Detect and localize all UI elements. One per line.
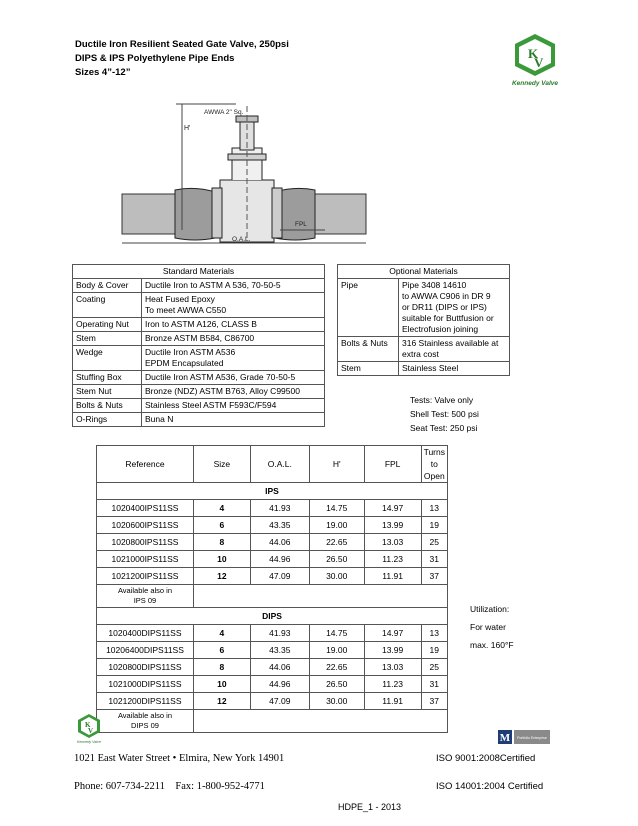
material-spec: Heat Fused Epoxy To meet AWWA C550 [142,293,325,318]
table-cell: 44.06 [250,534,309,551]
table-cell: 1021200DIPS11SS [97,693,194,710]
table-cell: 13.99 [364,642,421,659]
table-cell: 37 [421,693,447,710]
table-row [97,625,448,642]
drawing-label-fpl: FPL [295,221,307,228]
table-cell: 11.91 [364,693,421,710]
svg-text:Portfolio Enterprise: Portfolio Enterprise [517,736,547,740]
footer-address: 1021 East Water Street • Elmira, New York 14901 [74,753,285,764]
table-cell: 37 [421,568,447,585]
table-cell: 13.03 [364,534,421,551]
utilization-water: For water [470,622,506,632]
table-cell: 31 [421,551,447,568]
reference-table [96,445,448,733]
table-cell: 6 [193,517,250,534]
table-cell: 1020800DIPS11SS [97,659,194,676]
table-cell: 4 [193,625,250,642]
table-cell: 43.35 [250,517,309,534]
table-row [97,568,448,585]
material-part: Pipe [338,279,399,337]
table-cell: 25 [421,534,447,551]
table-row [97,517,448,534]
table-row [97,585,448,608]
dips-availability-note: Available also in DIPS 09 [97,710,194,733]
material-spec: 316 Stainless available at extra cost [399,337,510,362]
table-cell: 19 [421,517,447,534]
logo-letter-k: K [528,46,539,61]
material-part: Stuffing Box [73,371,142,385]
table-row [73,346,325,371]
table-row [97,551,448,568]
material-spec: Ductile Iron ASTM A536 EPDM Encapsulated [142,346,325,371]
material-part: Wedge [73,346,142,371]
material-part: Operating Nut [73,318,142,332]
section-dips: DIPS [97,608,448,625]
table-cell: 31 [421,676,447,693]
test-valve-only: Tests: Valve only [410,395,474,405]
footer-iso-9001: ISO 9001:2008Certified [436,753,536,764]
drawing-label-h: H' [184,125,191,132]
table-cell: 13.99 [364,517,421,534]
table-cell: 4 [193,500,250,517]
table-cell: 41.93 [250,500,309,517]
table-row [97,693,448,710]
kennedy-valve-logo [505,30,565,88]
material-spec: Bronze ASTM B584, C86700 [142,332,325,346]
table-cell: 44.06 [250,659,309,676]
material-spec: Stainless Steel ASTM F593C/F594 [142,399,325,413]
table-cell: 26.50 [309,676,364,693]
table-cell: 1020800IPS11SS [97,534,194,551]
table-cell: 10 [193,676,250,693]
standard-materials-title: Standard Materials [73,265,325,279]
ips-availability-note: Available also in IPS 09 [97,585,194,608]
kennedy-valve-small-logo [74,712,104,744]
table-row [97,642,448,659]
footer-phone-fax: Phone: 607-734-2211 Fax: 1-800-952-4771 [74,781,265,792]
standard-materials-table [72,264,325,427]
table-cell: 47.09 [250,693,309,710]
table-cell: 14.75 [309,500,364,517]
table-cell: 1020400IPS11SS [97,500,194,517]
table-cell: 11.91 [364,568,421,585]
svg-text:K: K [85,721,91,729]
table-cell: 30.00 [309,693,364,710]
material-part: Bolts & Nuts [338,337,399,362]
col-oal: O.A.L. [250,446,309,483]
table-row [73,332,325,346]
table-cell: 11.23 [364,676,421,693]
table-cell: 19.00 [309,517,364,534]
table-row [73,413,325,427]
header-sizes: Sizes 4”-12” [75,67,131,78]
table-row [73,385,325,399]
footer-iso-14001: ISO 14001:2004 Certified [436,781,544,792]
svg-text:M: M [499,732,511,744]
table-cell: 44.96 [250,676,309,693]
logo-letter-v: V [534,55,544,70]
material-spec: Buna N [142,413,325,427]
material-spec: Bronze (NDZ) ASTM B763, Alloy C99500 [142,385,325,399]
table-row [73,318,325,332]
col-turns: Turns to Open [421,446,447,483]
table-cell: 1021200IPS11SS [97,568,194,585]
material-part: Coating [73,293,142,318]
document-header [75,38,289,80]
table-row [97,659,448,676]
optional-materials-table [337,264,510,376]
material-part: Stem [338,362,399,376]
valve-technical-drawing [120,100,370,248]
test-seat: Seat Test: 250 psi [410,423,478,433]
table-cell: 1020600IPS11SS [97,517,194,534]
material-spec: Ductile Iron ASTM A536, Grade 70-50-5 [142,371,325,385]
table-cell: 14.75 [309,625,364,642]
table-cell: 12 [193,693,250,710]
table-cell: 19 [421,642,447,659]
col-size: Size [193,446,250,483]
table-cell: 1021000IPS11SS [97,551,194,568]
table-cell: 12 [193,568,250,585]
utilization-label: Utilization: [470,604,510,614]
table-cell: 13 [421,500,447,517]
table-cell: 14.97 [364,625,421,642]
page-number: HDPE_1 - 2013 [338,802,402,812]
table-cell: 25 [421,659,447,676]
table-row [97,500,448,517]
header-subtitle: DIPS & IPS Polyethylene Pipe Ends [75,53,235,64]
table-cell: 22.65 [309,659,364,676]
section-ips: IPS [97,483,448,500]
material-spec: Ductile Iron to ASTM A 536, 70-50-5 [142,279,325,293]
table-row [73,279,325,293]
table-cell: 10206400DIPS11SS [97,642,194,659]
table-row [73,293,325,318]
material-part: Bolts & Nuts [73,399,142,413]
table-cell: 43.35 [250,642,309,659]
table-cell: 10 [193,551,250,568]
table-cell: 19.00 [309,642,364,659]
table-row [97,676,448,693]
material-part: Stem [73,332,142,346]
table-row [73,399,325,413]
drawing-label-oal: O.A.L. [232,236,251,243]
col-h: H' [309,446,364,483]
material-part: Stem Nut [73,385,142,399]
col-reference: Reference [97,446,194,483]
table-row [97,710,448,733]
m-portfolio-logo [498,730,550,744]
table-cell: 8 [193,659,250,676]
table-cell: 8 [193,534,250,551]
table-cell: 6 [193,642,250,659]
test-specs [410,393,479,435]
optional-materials-title: Optional Materials [338,265,510,279]
logo-caption: Kennedy Valve [511,80,559,87]
svg-text:V: V [88,727,94,735]
col-fpl: FPL [364,446,421,483]
table-cell: 26.50 [309,551,364,568]
table-row [97,534,448,551]
material-part: Body & Cover [73,279,142,293]
material-spec: Pipe 3408 14610 to AWWA C906 in DR 9 or DR11 (DIPS or IPS) suitable for Buttfusion or Electrofusion joining [399,279,510,337]
table-cell: 13.03 [364,659,421,676]
table-row [338,279,510,337]
table-cell: 1021000DIPS11SS [97,676,194,693]
table-cell: 47.09 [250,568,309,585]
svg-text:Kennedy Valve: Kennedy Valve [76,740,102,744]
table-cell: 11.23 [364,551,421,568]
table-row [338,362,510,376]
header-title: Ductile Iron Resilient Seated Gate Valve, 250psi [75,39,289,50]
table-header-row [97,446,448,483]
test-shell: Shell Test: 500 psi [410,409,479,419]
utilization-note [470,600,514,654]
utilization-temp: max. 160°F [470,640,514,650]
material-part: O-Rings [73,413,142,427]
table-row [338,337,510,362]
material-spec: Stainless Steel [399,362,510,376]
table-cell: 41.93 [250,625,309,642]
drawing-label-awwa: AWWA 2" Sq. [204,109,244,116]
table-cell: 30.00 [309,568,364,585]
table-cell: 13 [421,625,447,642]
table-cell: 14.97 [364,500,421,517]
table-row [73,371,325,385]
table-cell: 1020400DIPS11SS [97,625,194,642]
material-spec: Iron to ASTM A126, CLASS B [142,318,325,332]
table-cell: 22.65 [309,534,364,551]
table-cell: 44.96 [250,551,309,568]
